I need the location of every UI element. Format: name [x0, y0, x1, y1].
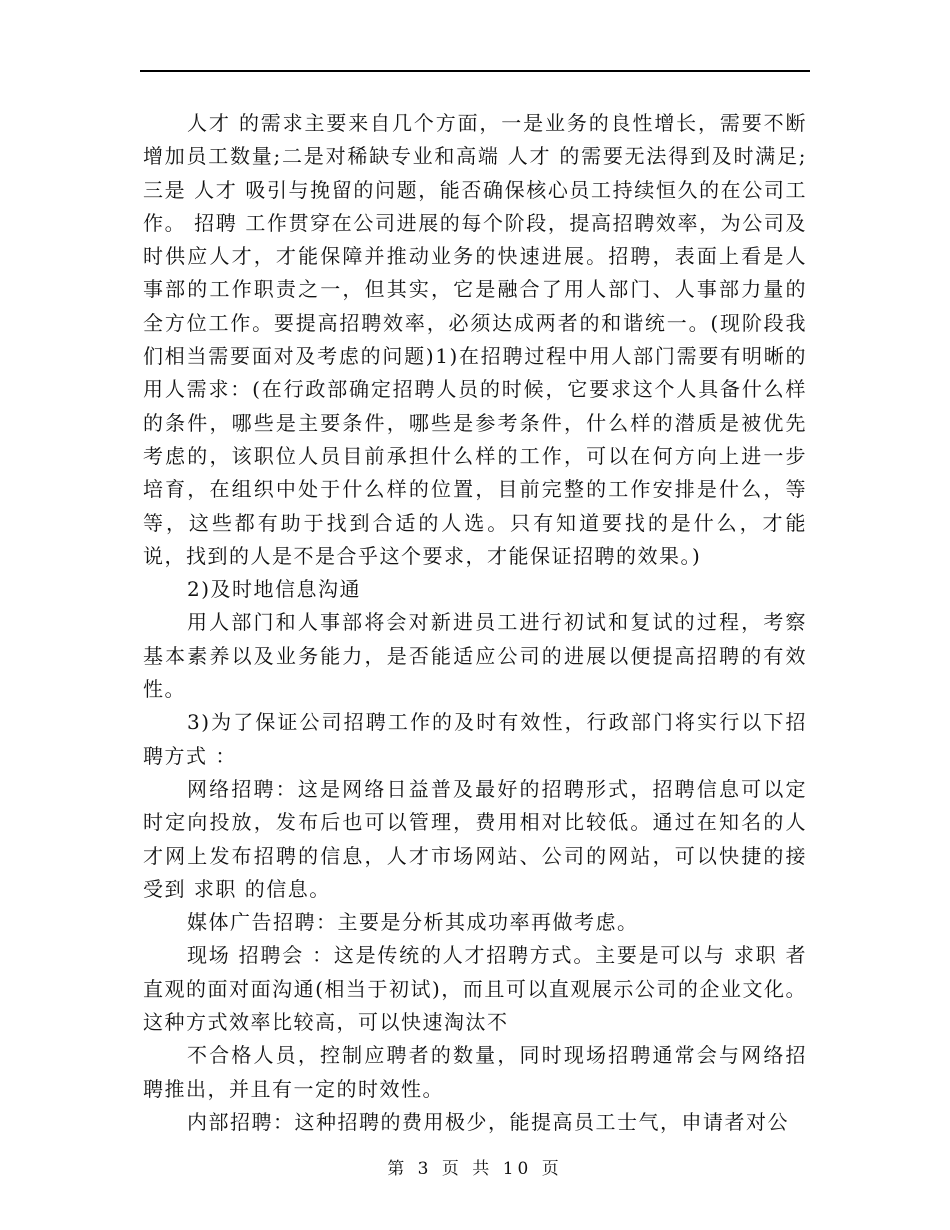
paragraph: 网络招聘：这是网络日益普及最好的招聘形式，招聘信息可以定时定向投放，发布后也可以管理，费用相对比较低。通过在知名的人才网上发布招聘的信息，人才市场网站、公司的网站，可以快捷的接受到 求职 的信息。: [143, 776, 807, 901]
paragraph: 人才 的需求主要来自几个方面，一是业务的良性增长，需要不断增加员工数量;二是对稀缺专业和高端 人才 的需要无法得到及时满足;三是 人才 吸引与挽留的问题，能否确保核心员工持续恒久的在公司工作。 招聘 工作贯穿在公司进展的每个阶段，提高招聘效率，为公司及时供应人才，才能保障并推动业务的快速进展。招聘，表面上看是人事部的工作职责之一，但其实，它是融合了用人部门、人事部力量的全方位工作。要提高招聘效率，必须达成两者的和谐统一。(现阶段我们相当需要面对及考虑的问题)1)在招聘过程中用人部门需要有明晰的用人需求：(在行政部确定招聘人员的时候，它要求这个人具备什么样的条件，哪些是主要条件，哪些是参考条件，什么样的潜质是被优先考虑的，该职位人员目前承担什么样的工作，可以在何方向上进一步培育，在组织中处于什么样的位置，目前完整的工作安排是什么，等等，这些都有助于找到合适的人选。只有知道要找的是什么，才能说，找到的人是不是合乎这个要求，才能保证招聘的效果。): [143, 111, 807, 568]
paragraph: 媒体广告招聘：主要是分析其成功率再做考虑。: [187, 910, 639, 935]
paragraph: 3)为了保证公司招聘工作的及时有效性，行政部门将实行以下招聘方式 ：: [143, 710, 807, 768]
paragraph: 2)及时地信息沟通: [187, 577, 362, 602]
document-body: [143, 107, 807, 1139]
header-rule: [140, 70, 810, 72]
paragraph: 内部招聘：这种招聘的费用极少，能提高员工士气，申请者对公: [187, 1109, 789, 1134]
paragraph: 不合格人员，控制应聘者的数量，同时现场招聘通常会与网络招聘推出，并且有一定的时效性。: [143, 1043, 807, 1101]
paragraph: 现场 招聘会 ：这是传统的人才招聘方式。主要是可以与 求职 者直观的面对面沟通(相当于初试)，而且可以直观展示公司的企业文化。这种方式效率比较高，可以快速淘汰不: [143, 943, 807, 1035]
page-footer: 第 3 页 共 10 页: [387, 1159, 563, 1179]
paragraph: 用人部门和人事部将会对新进员工进行初试和复试的过程，考察基本素养以及业务能力，是否能适应公司的进展以便提高招聘的有效性。: [143, 610, 807, 702]
